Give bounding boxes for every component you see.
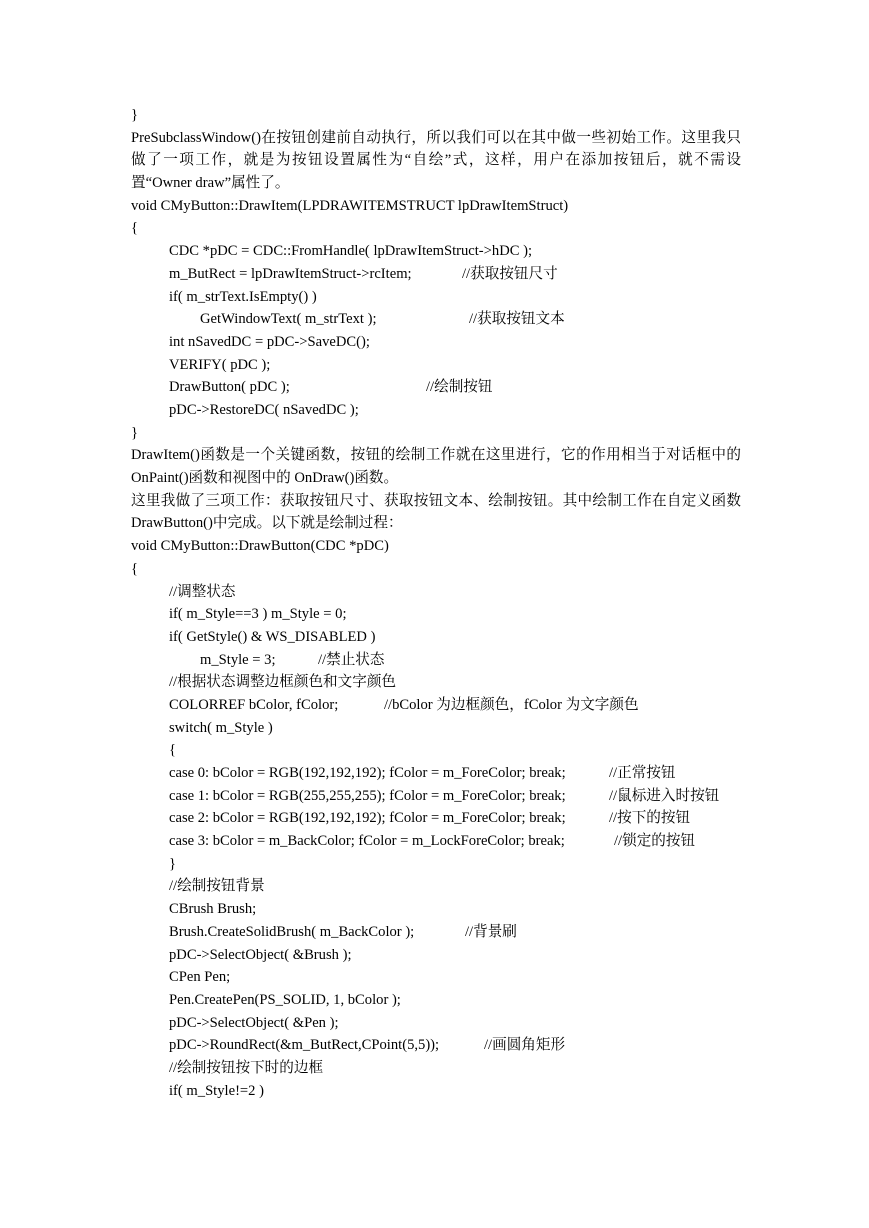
code-statement: pDC->RoundRect(&m_ButRect,CPoint(5,5)); (169, 1037, 440, 1054)
code-statement: case 0: bColor = RGB(192,192,192); fColor = m_ForeColor; break; (169, 765, 566, 782)
code-statement: m_Style = 3; (200, 651, 276, 668)
code-comment: //背景刷 (465, 923, 517, 940)
code-line (131, 1034, 741, 1057)
code-statement: VERIFY( pDC ); (169, 356, 271, 373)
code-statement: //绘制按钮背景 (169, 878, 265, 895)
code-line (131, 785, 741, 808)
code-comment: //禁止状态 (318, 651, 385, 668)
code-line (131, 240, 741, 263)
code-line (131, 104, 741, 127)
code-line (131, 649, 741, 672)
code-comment: //正常按钮 (609, 765, 676, 782)
code-statement: } (131, 424, 139, 441)
code-statement: if( m_Style==3 ) m_Style = 0; (169, 606, 347, 623)
code-line (131, 376, 741, 399)
code-comment: //锁定的按钮 (614, 833, 696, 850)
code-comment: //获取按钮尺寸 (462, 265, 558, 282)
code-line (131, 921, 741, 944)
code-statement: COLORREF bColor, fColor; (169, 696, 339, 713)
code-line (131, 399, 741, 422)
code-statement: case 3: bColor = m_BackColor; fColor = m_LockForeColor; break; (169, 833, 565, 850)
code-line (131, 535, 741, 558)
code-statement: } (131, 107, 139, 123)
code-line (131, 308, 741, 331)
code-statement: Brush.CreateSolidBrush( m_BackColor ); (169, 923, 415, 940)
code-line (131, 1080, 741, 1103)
code-statement: case 2: bColor = RGB(192,192,192); fColor = m_ForeColor; break; (169, 810, 566, 827)
code-statement: CPen Pen; (169, 969, 231, 986)
code-statement: //绘制按钮按下时的边框 (169, 1059, 324, 1076)
code-line (131, 331, 741, 354)
code-comment: //按下的按钮 (609, 810, 691, 827)
code-statement: GetWindowText( m_strText ); (200, 311, 377, 328)
code-line (131, 354, 741, 377)
code-statement: { (131, 560, 139, 577)
code-line (131, 898, 741, 921)
code-line (131, 671, 741, 694)
code-statement: case 1: bColor = RGB(255,255,255); fColor = m_ForeColor; break; (169, 787, 566, 804)
code-statement: //根据状态调整边框颜色和文字颜色 (169, 674, 397, 691)
text-paragraph: 这里我做了三项工作：获取按钮尺寸、获取按钮文本、绘制按钮。其中绘制工作在自定义函数 DrawButton()中完成。以下就是绘制过程： (131, 492, 741, 532)
code-comment: //绘制按钮 (426, 379, 493, 396)
code-comment: //画圆角矩形 (484, 1037, 566, 1054)
code-statement: if( m_strText.IsEmpty() ) (169, 288, 317, 305)
code-statement: void CMyButton::DrawButton(CDC *pDC) (131, 538, 389, 555)
code-line (131, 853, 741, 876)
code-statement: //调整状态 (169, 583, 236, 600)
code-line (131, 558, 741, 581)
code-line (131, 944, 741, 967)
code-comment: //获取按钮文本 (469, 311, 565, 328)
code-statement: Pen.CreatePen(PS_SOLID, 1, bColor ); (169, 991, 401, 1008)
code-line (131, 422, 741, 445)
code-line (131, 739, 741, 762)
code-statement: DrawButton( pDC ); (169, 379, 290, 396)
code-line (131, 603, 741, 626)
code-line (131, 762, 741, 785)
code-line (131, 581, 741, 604)
code-line (131, 1057, 741, 1080)
code-line (131, 1012, 741, 1035)
document-body (131, 104, 741, 1102)
code-line (131, 286, 741, 309)
code-statement: CBrush Brush; (169, 901, 257, 918)
code-statement: void CMyButton::DrawItem(LPDRAWITEMSTRUCT lpDrawItemStruct) (131, 197, 569, 214)
code-comment: //bColor 为边框颜色，fColor 为文字颜色 (384, 696, 639, 713)
code-statement: switch( m_Style ) (169, 719, 273, 736)
code-statement: } (169, 855, 177, 872)
code-line (131, 195, 741, 218)
code-line (131, 830, 741, 853)
code-statement: pDC->RestoreDC( nSavedDC ); (169, 401, 359, 418)
code-statement: { (131, 220, 139, 237)
code-statement: CDC *pDC = CDC::FromHandle( lpDrawItemStruct->hDC ); (169, 243, 533, 260)
code-line (131, 626, 741, 649)
code-comment: //鼠标进入时按钮 (609, 787, 720, 804)
text-paragraph: DrawItem()函数是一个关键函数，按钮的绘制工作就在这里进行，它的作用相当于对话框中的 OnPaint()函数和视图中的 OnDraw()函数。 (131, 447, 741, 487)
code-statement: pDC->SelectObject( &Brush ); (169, 946, 352, 963)
code-line (131, 694, 741, 717)
code-statement: pDC->SelectObject( &Pen ); (169, 1014, 339, 1031)
code-line (131, 717, 741, 740)
code-line (131, 807, 741, 830)
code-line (131, 966, 741, 989)
code-line (131, 875, 741, 898)
code-statement: if( GetStyle() & WS_DISABLED ) (169, 628, 376, 645)
text-paragraph: PreSubclassWindow()在按钮创建前自动执行，所以我们可以在其中做一些初始工作。这里我只做了一项工作，就是为按钮设置属性为“自绘”式，这样，用户在添加按钮后，就不需设置“Owner draw”属性了。 (131, 129, 741, 192)
code-line (131, 263, 741, 286)
code-statement: int nSavedDC = pDC->SaveDC(); (169, 333, 370, 350)
code-statement: m_ButRect = lpDrawItemStruct->rcItem; (169, 265, 412, 282)
code-statement: { (169, 742, 177, 759)
code-line (131, 989, 741, 1012)
code-line (131, 217, 741, 240)
code-statement: if( m_Style!=2 ) (169, 1082, 264, 1099)
